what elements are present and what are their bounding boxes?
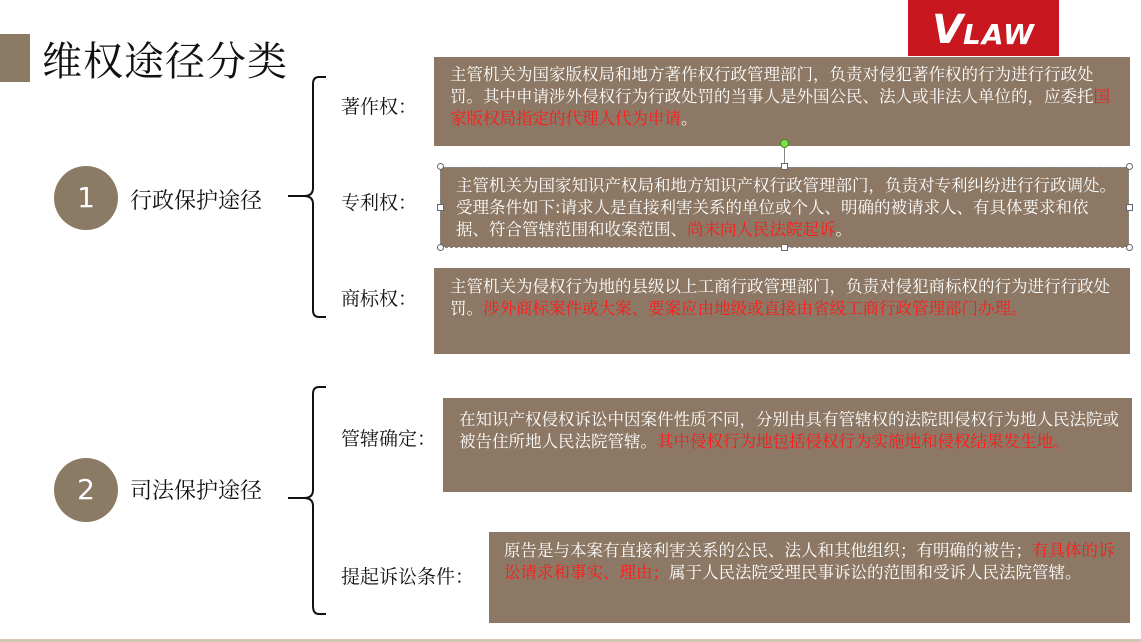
item-copyright-text-end: 。 xyxy=(681,109,698,128)
logo-text: LAW xyxy=(963,18,1035,51)
category-1-brace xyxy=(286,76,326,320)
item-patent-highlight: 尚未向人民法院起诉 xyxy=(687,220,836,239)
item-patent-text: 主管机关为国家知识产权局和地方知识产权行政管理部门，负责对专利纠纷进行行政调处。受理条件如下:请求人是直接利害关系的单位或个人、明确的被请求人、有具体要求和依据、符合管辖范围和收案范围、 xyxy=(456,176,1116,239)
item-lawsuit-conditions-label: 提起诉讼条件： xyxy=(341,566,475,588)
item-lawsuit-conditions-text-end: 属于人民法院受理民事诉讼的范围和受诉人民法院管辖。 xyxy=(669,563,1082,582)
resize-handle-right[interactable] xyxy=(1126,204,1133,211)
item-copyright-text: 主管机关为国家版权局和地方著作权行政管理部门，负责对侵犯著作权的行为进行行政处罚。其中申请涉外侵权行为行政处罚的当事人是外国公民、法人或非法人单位的，应委托 xyxy=(450,65,1094,106)
logo-v: V xyxy=(932,7,964,53)
item-jurisdiction-highlight: 其中侵权行为地包括侵权行为实施地和侵权结果发生地。 xyxy=(657,432,1070,451)
item-copyright-label: 著作权： xyxy=(341,96,418,118)
item-lawsuit-conditions-box[interactable] xyxy=(489,532,1130,623)
item-trademark-label: 商标权： xyxy=(341,288,418,310)
item-lawsuit-conditions-highlight: 有具体的诉讼请求和事实、理由； xyxy=(504,541,1115,582)
item-copyright-box[interactable] xyxy=(434,57,1130,146)
item-jurisdiction-box[interactable] xyxy=(443,398,1132,492)
item-jurisdiction-label: 管辖确定： xyxy=(341,428,437,450)
item-trademark-highlight: 涉外商标案件或大案、要案应由地级或直接由省级工商行政管理部门办理。 xyxy=(483,299,1028,318)
category-1-number-badge: 1 xyxy=(54,166,118,230)
item-trademark-box[interactable] xyxy=(434,268,1130,354)
category-2-number-badge: 2 xyxy=(54,458,118,522)
item-lawsuit-conditions-text: 原告是与本案有直接利害关系的公民、法人和其他组织；有明确的被告； xyxy=(504,541,1032,560)
resize-handle-bottom-left[interactable] xyxy=(437,244,444,251)
item-trademark-text: 主管机关为侵权行为地的县级以上工商行政管理部门，负责对侵犯商标权的行为进行行政处罚。 xyxy=(450,277,1110,318)
resize-handle-left[interactable] xyxy=(437,204,444,211)
slide-title: 维权途径分类 xyxy=(42,39,288,85)
resize-handle-bottom-right[interactable] xyxy=(1126,244,1133,251)
item-patent-label: 专利权： xyxy=(341,192,418,214)
category-2-brace xyxy=(286,386,326,616)
resize-handle-top-left[interactable] xyxy=(437,163,444,170)
rotation-handle[interactable] xyxy=(780,139,789,148)
item-copyright-highlight: 国家版权局指定的代理人代为申请 xyxy=(450,87,1110,128)
item-patent-text-end: 。 xyxy=(835,220,852,239)
resize-handle-bottom[interactable] xyxy=(781,244,788,251)
resize-handle-top[interactable] xyxy=(781,163,788,170)
category-2-label: 司法保护途径 xyxy=(130,479,263,504)
selection-frame xyxy=(440,167,1129,248)
category-1-label: 行政保护途径 xyxy=(130,189,263,214)
item-jurisdiction-text: 在知识产权侵权诉讼中因案件性质不同，分别由具有管辖权的法院即侵权行为地人民法院或被告住所地人民法院管辖。 xyxy=(459,410,1119,451)
vlaw-logo xyxy=(908,0,1059,56)
resize-handle-top-right[interactable] xyxy=(1126,163,1133,170)
title-accent-bar xyxy=(0,34,30,82)
